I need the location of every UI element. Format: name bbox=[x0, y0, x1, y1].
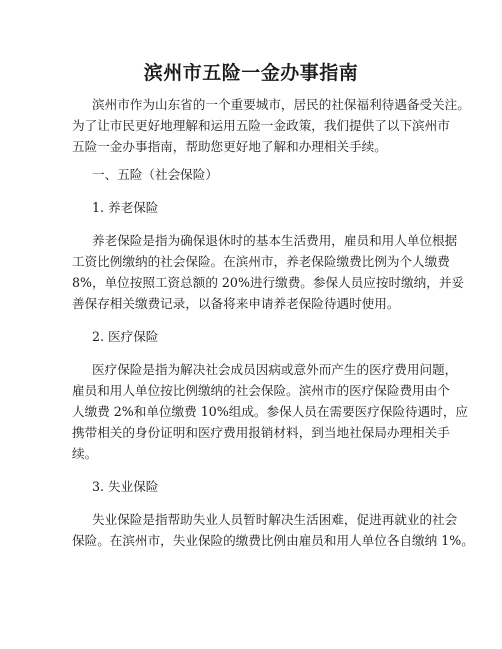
medical-line-4: 携带相关的身份证明和医疗费用报销材料，到当地社保局办理相关手 bbox=[72, 425, 450, 440]
item-heading-medical: 2. 医疗保险 bbox=[92, 329, 159, 344]
item-heading-pension: 1. 养老保险 bbox=[92, 200, 159, 215]
document-title: 滨州市五险一金办事指南 bbox=[143, 62, 359, 84]
unemployment-line-2: 保险。在滨州市，失业保险的缴费比例由雇员和用人单位各自缴纳 1%。 bbox=[72, 533, 474, 548]
section-heading: 一、五险（社会保险） bbox=[92, 167, 218, 182]
pension-line-2: 工资比例缴纳的社会保险。在滨州市，养老保险缴费比例为个人缴费 bbox=[72, 254, 450, 269]
pension-line-4: 善保存相关缴费记录，以备将来申请养老保险待遇时使用。 bbox=[72, 296, 400, 311]
medical-line-1: 医疗保险是指为解决社会成员因病或意外而产生的医疗费用问题， bbox=[92, 362, 458, 377]
medical-line-5: 续。 bbox=[72, 446, 98, 461]
unemployment-line-1: 失业保险是指帮助失业人员暂时解决生活困难，促进再就业的社会 bbox=[92, 512, 458, 527]
intro-line-2: 为了让市民更好地理解和运用五险一金政策，我们提供了以下滨州市 bbox=[72, 118, 450, 133]
pension-line-3: 8%，单位按照工资总额的 20%进行缴费。参保人员应按时缴纳，并妥 bbox=[72, 275, 465, 290]
item-heading-unemployment: 3. 失业保险 bbox=[92, 479, 159, 494]
medical-line-3: 人缴费 2%和单位缴费 10%组成。参保人员在需要医疗保险待遇时，应 bbox=[72, 404, 469, 419]
medical-line-2: 雇员和用人单位按比例缴纳的社会保险。滨州市的医疗保险费用由个 bbox=[72, 383, 450, 398]
intro-line-1: 滨州市作为山东省的一个重要城市，居民的社保福利待遇备受关注。 bbox=[92, 97, 470, 112]
intro-line-3: 五险一金办事指南，帮助您更好地了解和办理相关手续。 bbox=[72, 139, 387, 154]
pension-line-1: 养老保险是指为确保退休时的基本生活费用，雇员和用人单位根据 bbox=[92, 233, 458, 248]
